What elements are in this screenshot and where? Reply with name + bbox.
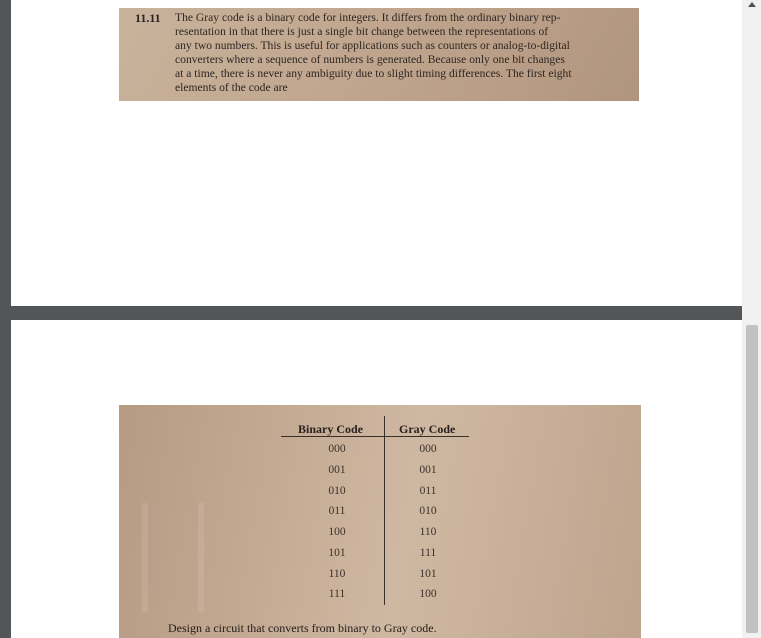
gray-cell: 001	[419, 464, 437, 476]
binary-cell: 111	[328, 588, 346, 600]
pdf-page-1	[11, 0, 742, 306]
gray-cell: 100	[419, 588, 437, 600]
problem-number: 11.11	[135, 11, 161, 25]
binary-cell: 101	[328, 547, 346, 559]
paragraph-line: resentation in that there is just a single bit change between the representations of	[175, 25, 549, 39]
binary-code-header: Binary Code	[298, 422, 364, 436]
paragraph-line: at a time, there is never any ambiguity due to slight timing differences. The first eight	[175, 67, 572, 81]
binary-cell: 011	[328, 505, 346, 517]
binary-cell: 001	[328, 464, 346, 476]
binary-cell: 000	[328, 443, 346, 455]
gray-cell: 111	[419, 547, 437, 559]
table-column-divider	[384, 416, 385, 605]
problem-photo	[119, 8, 639, 101]
paragraph-line: The Gray code is a binary code for integers. It differs from the ordinary binary rep-	[175, 11, 561, 24]
gray-code-header: Gray Code	[399, 422, 456, 436]
pdf-page-2	[11, 320, 742, 638]
scrollbar-thumb[interactable]	[746, 325, 758, 633]
gray-cell: 110	[419, 526, 437, 538]
gray-cell: 011	[419, 485, 437, 497]
binary-cell: 110	[328, 568, 346, 580]
binary-cell: 010	[328, 485, 346, 497]
problem-paragraph	[175, 11, 627, 96]
table-photo	[119, 405, 641, 638]
background-bleed-shape: ││	[121, 505, 234, 605]
vertical-scrollbar[interactable]	[742, 0, 761, 638]
paragraph-line: any two numbers. This is useful for applications such as counters or analog-to-digital	[175, 39, 570, 53]
paragraph-line: converters where a sequence of numbers is generated. Because only one bit changes	[175, 53, 565, 67]
gray-cell: 010	[419, 505, 437, 517]
gray-cell: 000	[419, 443, 437, 455]
table-header-rule	[281, 436, 469, 437]
binary-cell: 100	[328, 526, 346, 538]
scroll-up-arrow-icon[interactable]	[748, 2, 756, 7]
instruction-text: Design a circuit that converts from binary to Gray code.	[168, 621, 437, 635]
paragraph-line: elements of the code are	[175, 81, 288, 95]
gray-cell: 101	[419, 568, 437, 580]
